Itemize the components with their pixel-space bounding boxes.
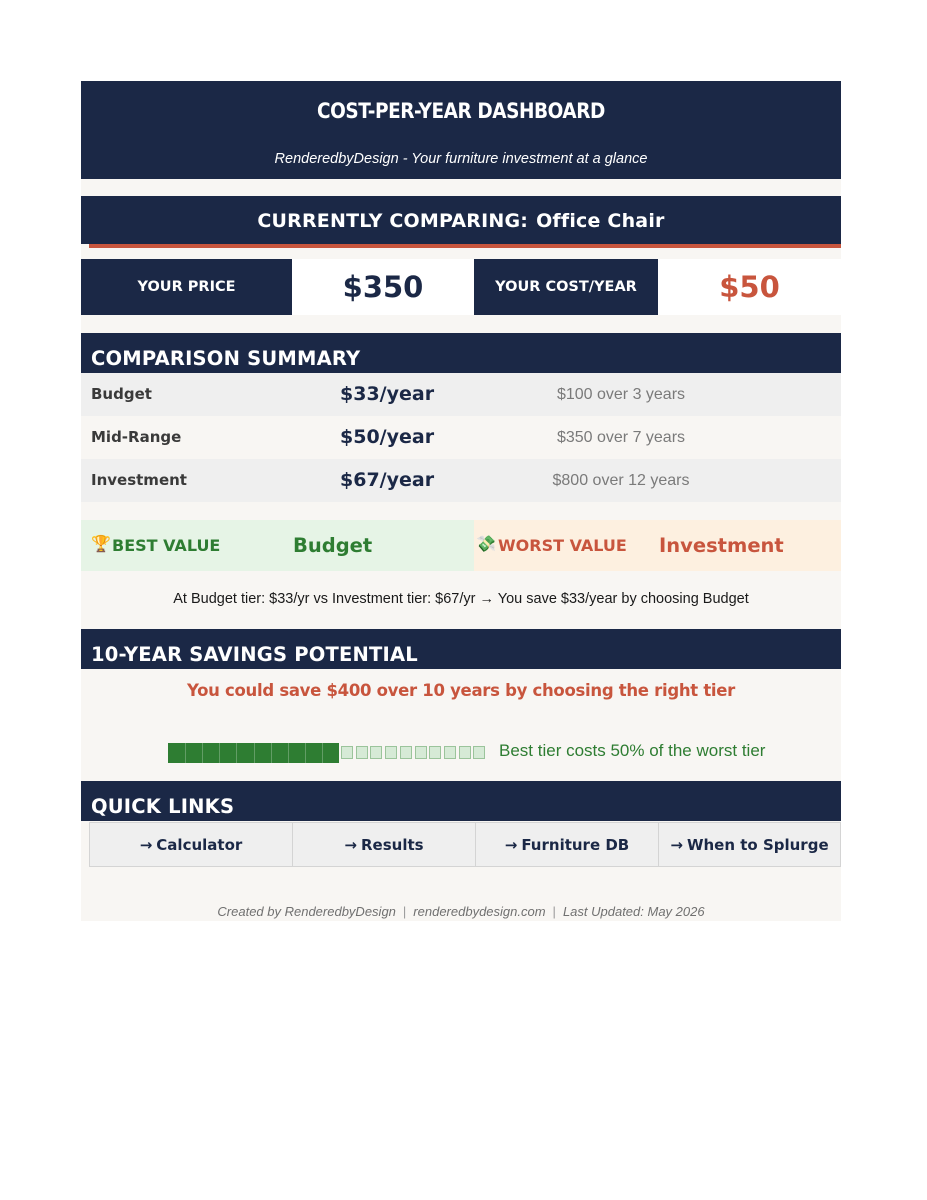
- tier-cost-per-year: $50/year: [340, 426, 435, 448]
- savings-bar-empty-segment: [473, 746, 485, 759]
- tier-detail: $800 over 12 years: [552, 472, 690, 489]
- tier-name: Investment: [91, 471, 187, 489]
- best-value-panel: [81, 520, 474, 571]
- tier-detail: $350 over 7 years: [556, 429, 686, 446]
- page-title: COST-PER-YEAR DASHBOARD: [317, 99, 605, 123]
- link-label: When to Splurge: [686, 835, 829, 854]
- savings-bar-empty-segment: [429, 746, 441, 759]
- savings-bar-empty-segment: [459, 746, 471, 759]
- link-furniture-db[interactable]: [475, 822, 659, 867]
- trophy-icon: 🏆: [91, 536, 111, 553]
- comparison-note: At Budget tier: $33/yr vs Investment tier: $67/yr → You save $33/year by choosing Budget: [173, 591, 749, 607]
- your-price-label: YOUR PRICE: [81, 259, 292, 315]
- comparing-item: Office Chair: [536, 210, 665, 232]
- savings-bar-tick: [322, 743, 323, 763]
- savings-bar-empty-segment: [444, 746, 456, 759]
- your-cost-per-year-value: $50: [658, 259, 841, 315]
- quick-links-heading: QUICK LINKS: [81, 781, 841, 821]
- footer-separator: |: [402, 904, 407, 919]
- savings-bar-empty-segment: [341, 746, 353, 759]
- currently-comparing-banner: [81, 196, 841, 244]
- savings-potential-heading: 10-YEAR SAVINGS POTENTIAL: [81, 629, 841, 669]
- comparing-label: CURRENTLY COMPARING:: [257, 210, 529, 232]
- savings-bar-empty-segment: [370, 746, 382, 759]
- comparison-summary-heading: COMPARISON SUMMARY: [81, 333, 841, 373]
- link-label: Furniture DB: [521, 835, 630, 854]
- link-calculator[interactable]: [89, 822, 293, 867]
- summary-row-investment: [81, 459, 841, 502]
- savings-bar-tick: [254, 743, 255, 763]
- tier-detail: $100 over 3 years: [556, 386, 686, 403]
- arrow-right-icon: →: [344, 835, 357, 854]
- savings-bar-tick: [219, 743, 220, 763]
- best-value-tier: Budget: [293, 534, 373, 557]
- arrow-right-icon: →: [670, 835, 683, 854]
- arrow-right-icon: →: [139, 835, 153, 854]
- link-when-to-splurge[interactable]: [658, 822, 841, 867]
- dashboard-sheet: [81, 81, 841, 921]
- page-subtitle: RenderedbyDesign - Your furniture investment at a glance: [274, 151, 648, 167]
- footer-created: Created by RenderedbyDesign: [217, 904, 396, 919]
- savings-bar-empty-segment: [385, 746, 397, 759]
- tier-name: Mid-Range: [91, 428, 182, 446]
- savings-progress-bar: [168, 743, 490, 763]
- savings-bar-tick: [305, 743, 306, 763]
- link-label: Calculator: [156, 835, 243, 854]
- savings-bar-tick: [288, 743, 289, 763]
- savings-bar-empty-segment: [415, 746, 427, 759]
- summary-row-mid-range: [81, 416, 841, 459]
- footer-updated: Last Updated: May 2026: [562, 904, 705, 919]
- worst-value-tier: Investment: [659, 534, 784, 557]
- best-value-label: BEST VALUE: [112, 536, 221, 555]
- accent-divider: [89, 244, 841, 248]
- savings-bar-tick: [185, 743, 186, 763]
- footer: [81, 904, 841, 919]
- your-cost-per-year-label: YOUR COST/YEAR: [474, 259, 658, 315]
- link-label: Results: [361, 835, 424, 854]
- money-with-wings-icon: 💸: [476, 536, 496, 553]
- footer-separator: |: [552, 904, 556, 919]
- your-price-value: $350: [292, 259, 474, 315]
- savings-headline: You could save $400 over 10 years by choosing the right tier: [186, 681, 735, 700]
- savings-bar-tick: [236, 743, 237, 763]
- dashboard-header: [81, 81, 841, 179]
- footer-site: renderedbydesign.com: [413, 904, 546, 919]
- tier-cost-per-year: $33/year: [340, 383, 435, 405]
- tier-name: Budget: [91, 385, 152, 403]
- savings-bar-caption: Best tier costs 50% of the worst tier: [499, 741, 766, 760]
- summary-row-budget: [81, 373, 841, 416]
- worst-value-panel: [474, 520, 841, 571]
- savings-bar-tick: [202, 743, 203, 763]
- savings-bar-tick: [271, 743, 272, 763]
- savings-bar-empty-segment: [400, 746, 412, 759]
- link-results[interactable]: [292, 822, 476, 867]
- tier-cost-per-year: $67/year: [340, 469, 435, 491]
- quick-links-bar: [89, 822, 841, 867]
- savings-bar-empty-segment: [356, 746, 368, 759]
- worst-value-label: WORST VALUE: [498, 536, 627, 555]
- arrow-right-icon: →: [504, 835, 518, 854]
